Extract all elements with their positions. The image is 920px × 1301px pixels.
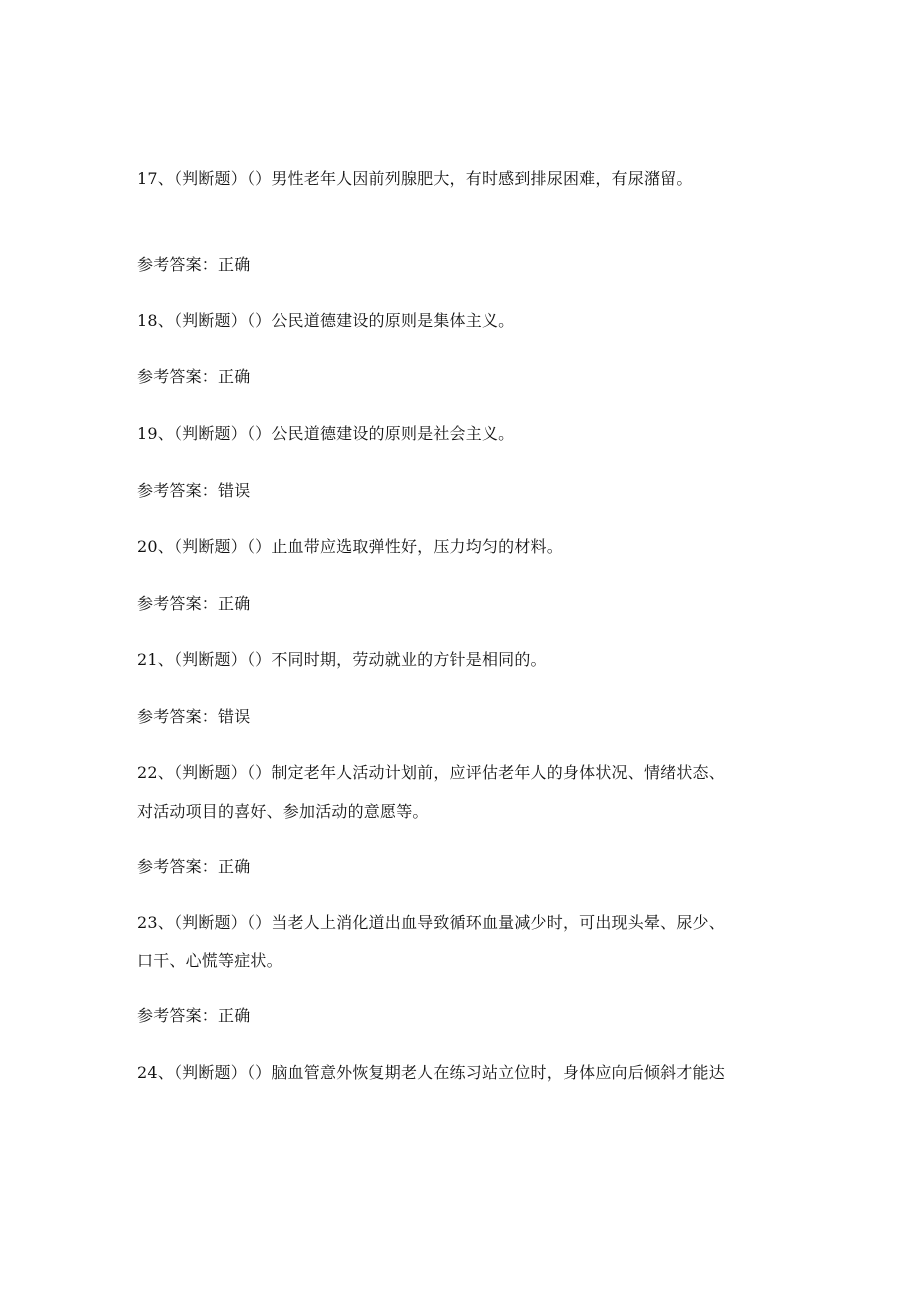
question-23-line-1: 23、（判断题）（）当老人上消化道出血导致循环血量减少时，可出现头晕、尿少、	[137, 913, 725, 932]
answer-23: 参考答案：正确	[137, 1006, 251, 1025]
answer-20: 参考答案：正确	[137, 594, 251, 613]
question-22-line-1: 22、（判断题）（）制定老年人活动计划前，应评估老年人的身体状况、情绪状态、	[137, 763, 725, 782]
question-19: 19、（判断题）（）公民道德建设的原则是社会主义。	[137, 424, 515, 443]
answer-17: 参考答案：正确	[137, 255, 251, 274]
question-24: 24、（判断题）（）脑血管意外恢复期老人在练习站立位时，身体应向后倾斜才能达	[137, 1063, 725, 1082]
question-20: 20、（判断题）（）止血带应选取弹性好，压力均匀的材料。	[137, 537, 563, 556]
answer-18: 参考答案：正确	[137, 367, 251, 386]
question-21: 21、（判断题）（）不同时期，劳动就业的方针是相同的。	[137, 650, 547, 669]
answer-22: 参考答案：正确	[137, 857, 251, 876]
answer-19: 参考答案：错误	[137, 481, 251, 500]
question-18: 18、（判断题）（）公民道德建设的原则是集体主义。	[137, 311, 515, 330]
question-17: 17、（判断题）（）男性老年人因前列腺肥大，有时感到排尿困难，有尿潴留。	[137, 169, 693, 188]
question-22-line-2: 对活动项目的喜好、参加活动的意愿等。	[137, 802, 429, 821]
answer-21: 参考答案：错误	[137, 707, 251, 726]
question-23-line-2: 口干、心慌等症状。	[137, 951, 283, 970]
